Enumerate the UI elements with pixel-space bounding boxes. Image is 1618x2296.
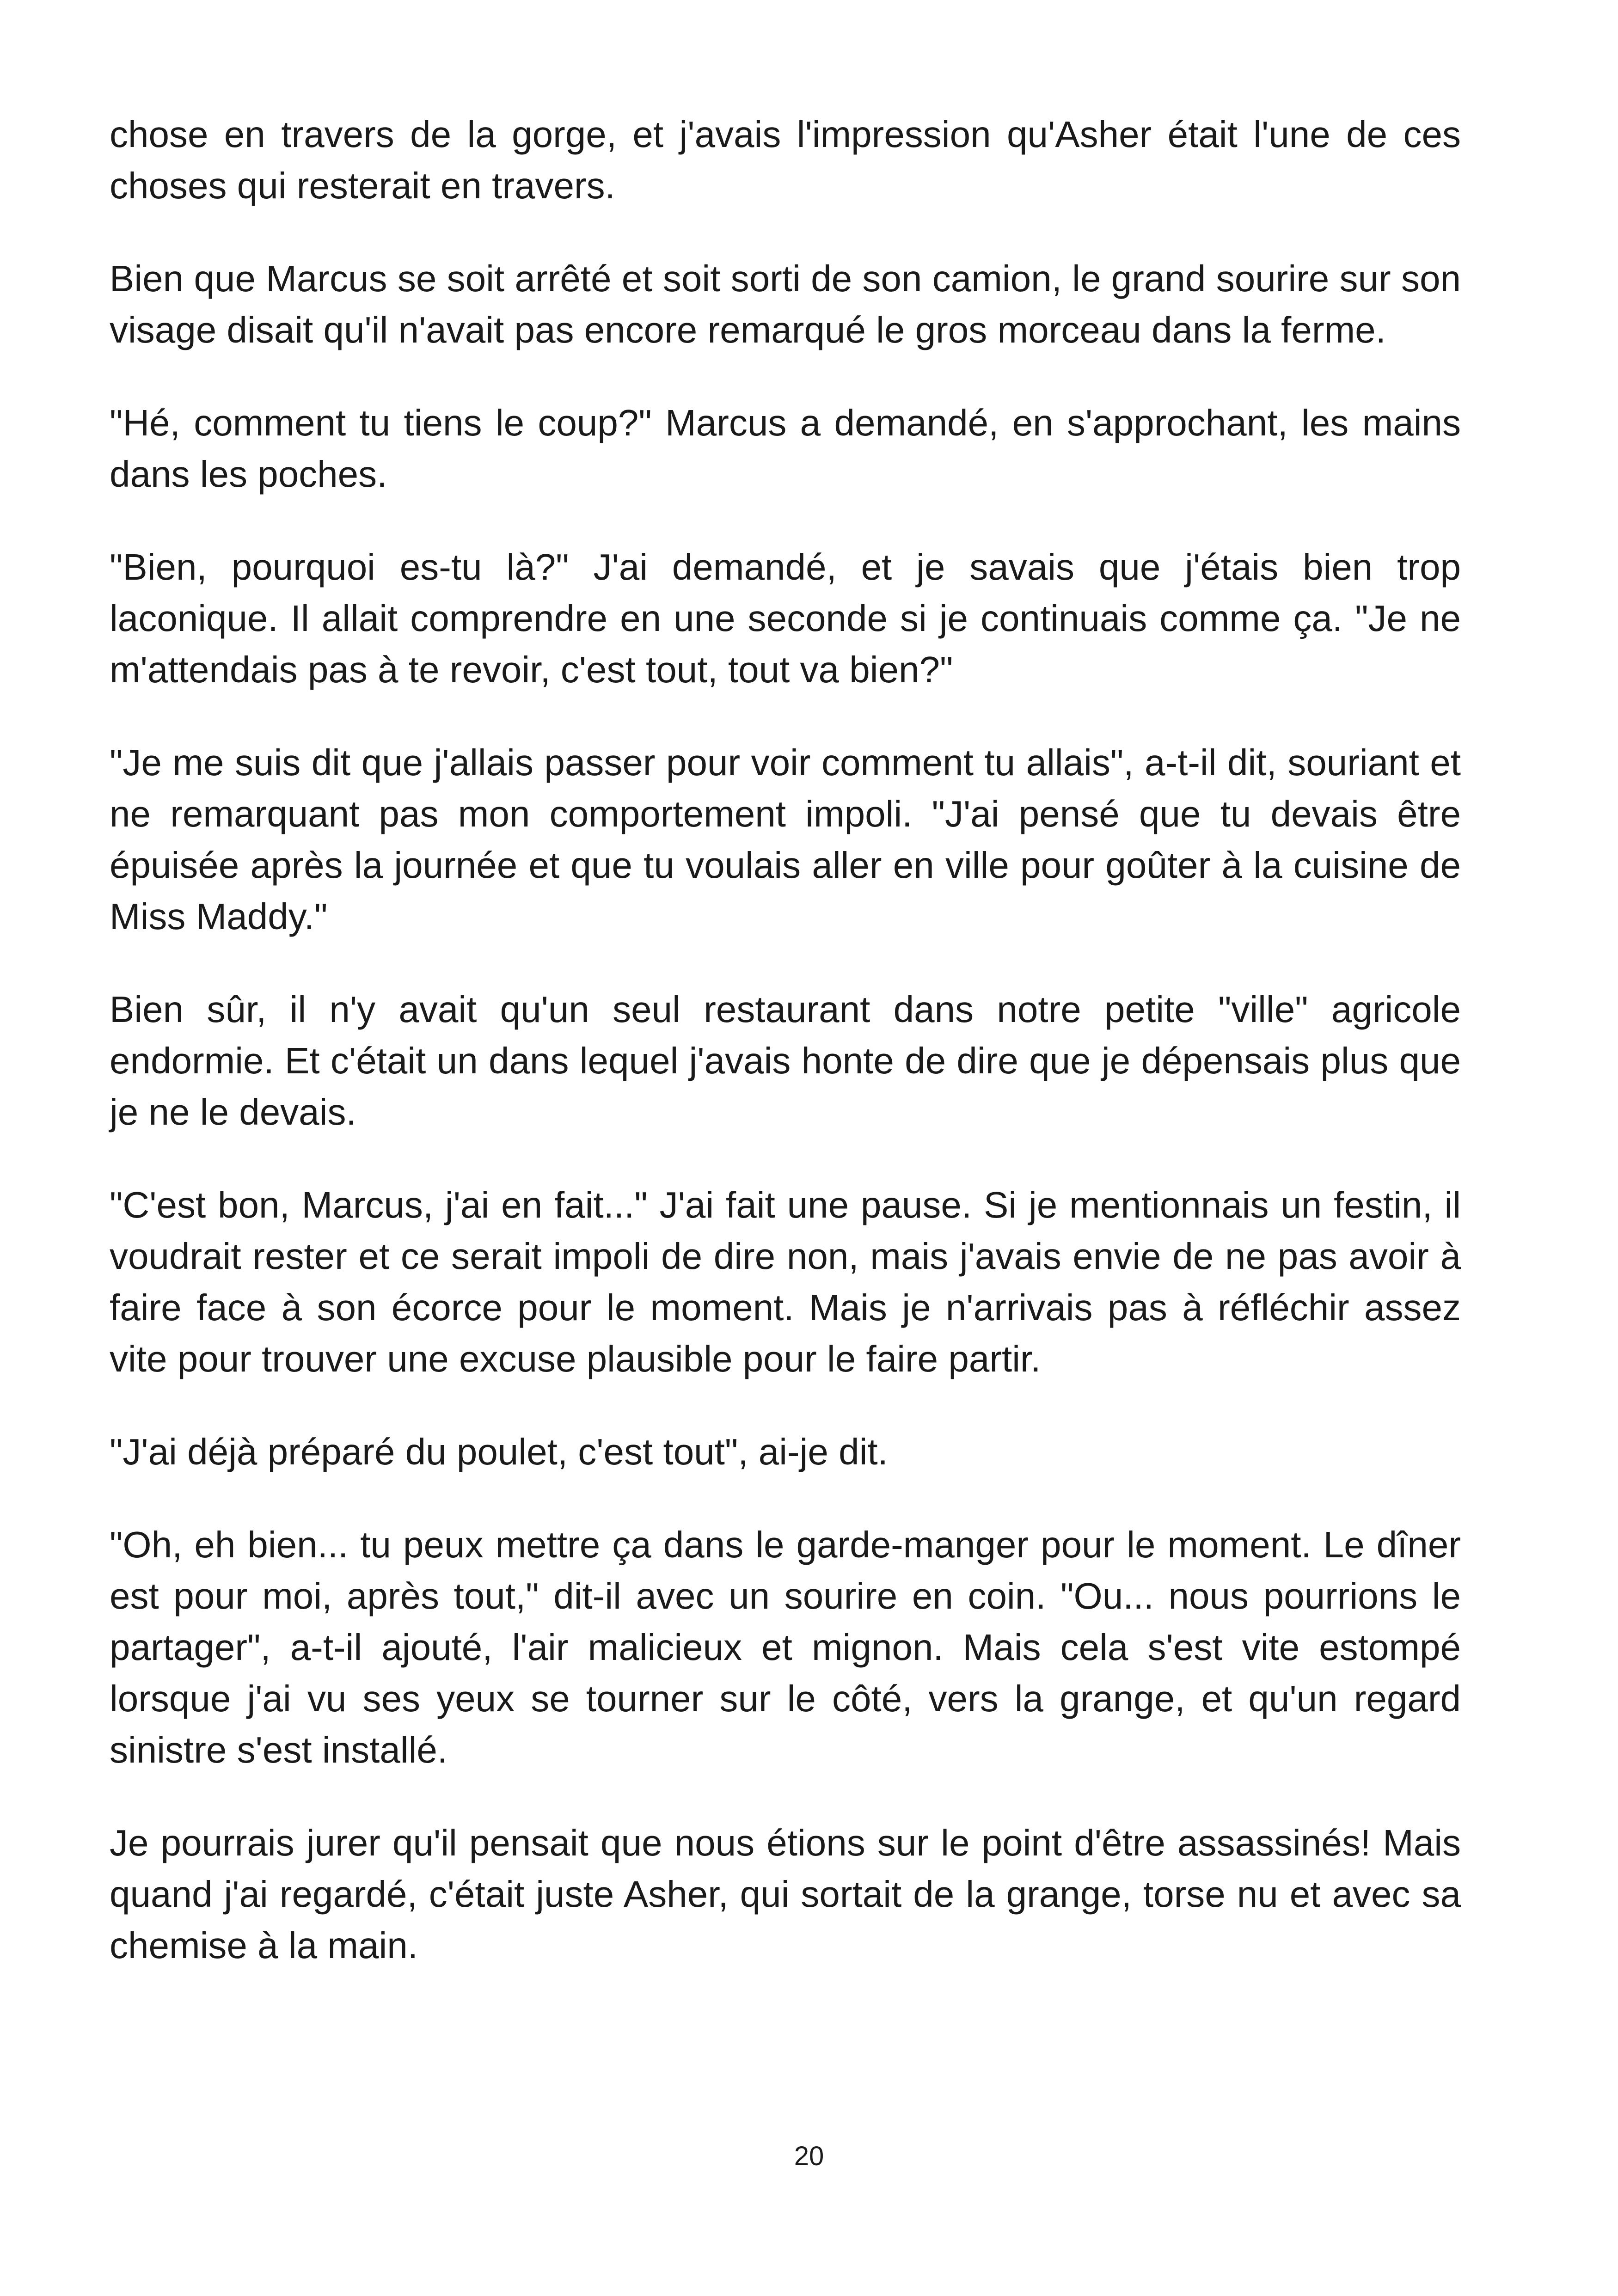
page-number: 20 bbox=[794, 2141, 824, 2171]
paragraph-4: "Bien, pourquoi es-tu là?" J'ai demandé, et je savais que j'étais bien trop laconique. Il allait comprendre en une seconde si je continuais comme ça. "Je ne m'attendais pas à te revoir, c'est tout, tout va bien?" bbox=[110, 546, 1461, 690]
paragraph-5: "Je me suis dit que j'allais passer pour voir comment tu allais", a-t-il dit, souriant et ne remarquant pas mon comportement impoli. "J'ai pensé que tu devais être épuisée après la journée et que tu voulais aller en ville pour goûter à la cuisine de Miss Maddy." bbox=[110, 742, 1461, 937]
paragraph-1: chose en travers de la gorge, et j'avais l'impression qu'Asher était l'une de ces choses qui resterait en travers. bbox=[110, 114, 1461, 206]
paragraph-8: "J'ai déjà préparé du poulet, c'est tout", ai-je dit. bbox=[110, 1431, 888, 1472]
paragraph-2: Bien que Marcus se soit arrêté et soit sorti de son camion, le grand sourire sur son visage disait qu'il n'avait pas encore remarqué le gros morceau dans la ferme. bbox=[110, 258, 1461, 350]
paragraph-6: Bien sûr, il n'y avait qu'un seul restaurant dans notre petite "ville" agricole endormie. Et c'était un dans lequel j'avais honte de dire que je dépensais plus que je ne le devais. bbox=[110, 989, 1461, 1133]
paragraph-9: "Oh, eh bien... tu peux mettre ça dans le garde-manger pour le moment. Le dîner est pour moi, après tout," dit-il avec un sourire en coin. "Ou... nous pourrions le partager", a-t-il ajouté, l'air malicieux et mignon. Mais cela s'est vite estompé lorsque j'ai vu ses yeux se tourner sur le côté, vers la grange, et qu'un regard sinistre s'est installé. bbox=[110, 1524, 1461, 1770]
paragraph-10: Je pourrais jurer qu'il pensait que nous étions sur le point d'être assassinés! Mais quand j'ai regardé, c'était juste Asher, qui sortait de la grange, torse nu et avec sa chemise à la main. bbox=[110, 1822, 1461, 1966]
body-text bbox=[110, 109, 1461, 1971]
paragraph-7: "C'est bon, Marcus, j'ai en fait..." J'ai fait une pause. Si je mentionnais un festin, il voudrait rester et ce serait impoli de dire non, mais j'avais envie de ne pas avoir à faire face à son écorce pour le moment. Mais je n'arrivais pas à réfléchir assez vite pour trouver une excuse plausible pour le faire partir. bbox=[110, 1184, 1461, 1379]
paragraph-3: "Hé, comment tu tiens le coup?" Marcus a demandé, en s'approchant, les mains dans les poches. bbox=[110, 402, 1461, 495]
